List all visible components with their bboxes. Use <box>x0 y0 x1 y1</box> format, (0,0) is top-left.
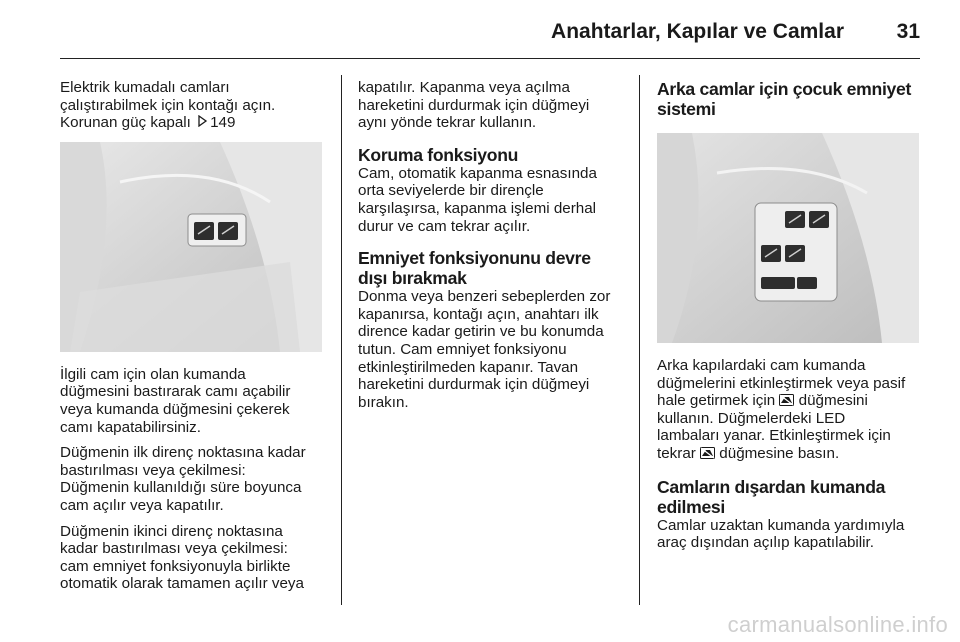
text-line: durur ve cam tekrar açılır. <box>358 217 531 235</box>
text-line: kapanırsa, kontağı açın, anahtarı ilk <box>358 305 599 323</box>
intro-line: çalıştırabilmek için kontağı açın. <box>60 96 276 114</box>
text-line: kullanın. Düğmelerdeki LED <box>657 409 846 427</box>
heading-line: sistemi <box>657 99 716 119</box>
page-reference-arrow-icon <box>195 114 210 132</box>
page-number: 31 <box>896 20 920 43</box>
column-3 <box>657 79 925 560</box>
watermark: carmanualsonline.info <box>727 612 948 637</box>
text-line: etkinleştirilmeden kapanır. Tavan <box>358 358 579 376</box>
heading-line: Camların dışardan kumanda <box>657 476 886 497</box>
text-line: hareketini durdurmak için düğmeyi <box>358 96 590 114</box>
section-heading <box>657 79 925 119</box>
text-line: Düğmenin ilk direnç noktasına kadar <box>60 444 306 462</box>
text-line: Arka kapılardaki cam kumanda <box>657 357 866 374</box>
section-heading: Koruma fonksiyonu <box>358 144 519 165</box>
text-line: düğmelerini etkinleştirmek veya pasif <box>657 374 906 392</box>
heading-line: Emniyet fonksiyonunu devre <box>358 248 591 269</box>
column-1 <box>60 79 335 601</box>
section-heading <box>657 477 925 517</box>
text-line: kapatılır. Kapanma veya açılma <box>358 79 570 96</box>
page-header-title: Anahtarlar, Kapılar ve Camlar <box>551 20 844 43</box>
text-line: otomatik olarak tamamen açılır veya <box>60 575 304 593</box>
text-line: tekrar <box>657 444 696 462</box>
text-line: Düğmenin ikinci direnç noktasına <box>60 522 283 540</box>
text-line: bastırılması veya çekilmesi: <box>60 461 246 479</box>
text-line: İlgili cam için olan kumanda <box>60 365 246 383</box>
text-line: düğmesini bastırarak camı açabilir <box>60 383 291 401</box>
text-line: lambaları yanar. Etkinleştirmek için <box>657 427 891 445</box>
page-reference[interactable]: 149 <box>210 114 236 132</box>
text-line: dirence kadar getirin ve bu konumda <box>358 323 604 341</box>
child-lock-icon <box>700 446 715 458</box>
text-line: düğmesine basın. <box>719 444 840 462</box>
column-divider-2 <box>639 75 640 605</box>
text-line: aynı yönde tekrar kullanın. <box>358 114 537 132</box>
text-line: tutun. Cam emniyet fonksiyonu <box>358 340 567 358</box>
text-line: Düğmenin kullanıldığı süre boyunca <box>60 479 302 497</box>
text-line: cam açılır veya kapatılır. <box>60 496 224 514</box>
text-line: hale getirmek için <box>657 392 776 410</box>
window-switch-photo <box>60 142 322 352</box>
intro-line: Elektrik kumadalı camları <box>60 79 230 96</box>
column-divider-1 <box>341 75 342 605</box>
text-line: düğmesini <box>798 392 868 410</box>
section-heading <box>358 248 633 288</box>
child-lock-switch-photo <box>657 133 919 343</box>
text-line: araç dışından açılıp kapatılabilir. <box>657 534 874 552</box>
intro-line: Korunan güç kapalı <box>60 114 191 132</box>
text-line: kadar bastırılması veya çekilmesi: <box>60 540 288 558</box>
text-line: Cam, otomatik kapanma esnasında <box>358 164 597 182</box>
text-line: cam emniyet fonksiyonuyla birlikte <box>60 557 291 575</box>
heading-line: edilmesi <box>657 496 726 517</box>
text-line: hareketini durdurmak için düğmeyi <box>358 376 590 394</box>
text-line: karşılaşırsa, kapanma işlemi derhal <box>358 199 597 217</box>
text-line: orta seviyelerde bir dirençle <box>358 182 544 200</box>
text-line: veya kumanda düğmesini çekerek <box>60 400 290 418</box>
column-2 <box>358 79 633 419</box>
heading-line: Arka camlar için çocuk emniyet <box>657 79 912 99</box>
text-line: bırakın. <box>358 393 409 411</box>
header-rule <box>60 58 920 59</box>
child-lock-icon <box>779 393 794 405</box>
heading-line: dışı bırakmak <box>358 268 467 289</box>
text-line: Camlar uzaktan kumanda yardımıyla <box>657 516 905 534</box>
text-line: Donma veya benzeri sebeplerden zor <box>358 288 611 306</box>
text-line: camı kapatabilirsiniz. <box>60 418 201 436</box>
